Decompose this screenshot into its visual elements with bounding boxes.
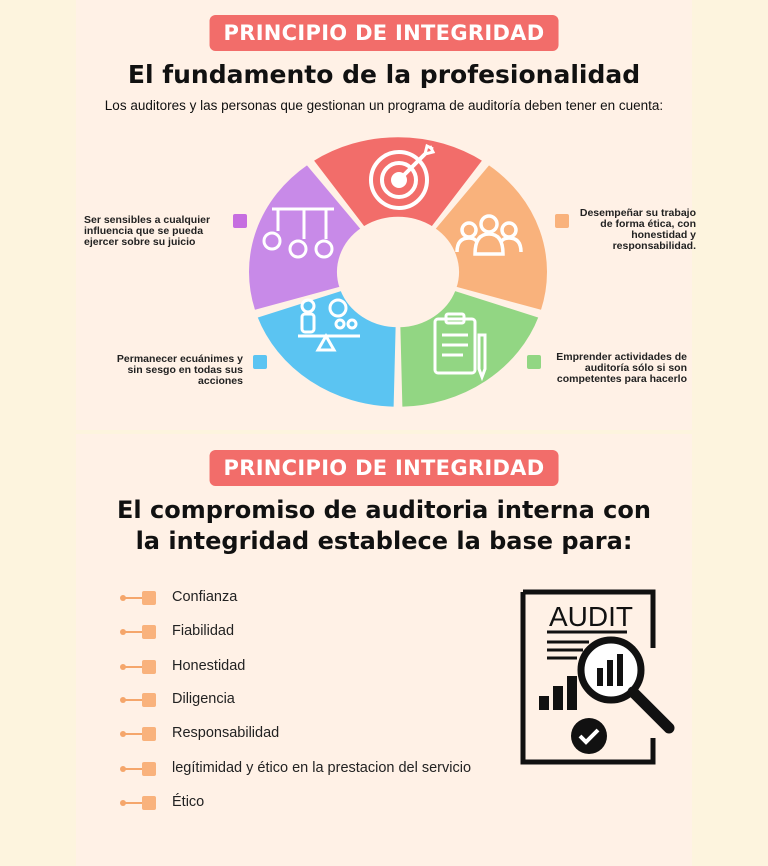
bullet-icon	[120, 591, 160, 605]
legend-square-purple	[233, 214, 247, 228]
section1-subtitle: Los auditores y las personas que gestionan un programa de auditoría deben tener en cuenta:	[104, 98, 664, 113]
legend-square-orange	[555, 214, 569, 228]
donut-segment-bottom-right	[399, 290, 539, 408]
section2-banner: PRINCIPIO DE INTEGRIDAD	[210, 450, 559, 486]
legend-square-green	[527, 355, 541, 369]
audit-document-icon	[519, 588, 687, 766]
bullet-icon	[120, 762, 160, 776]
section2-title-line2: la integridad establece la base para:	[135, 527, 633, 555]
section2-title	[0, 495, 768, 557]
label-competence: Emprender actividades de auditoría sólo si son competentes para hacerlo	[556, 351, 687, 385]
section2-title-line1: El compromiso de auditoria interna con	[117, 496, 651, 524]
label-ethics: Desempeñar su trabajo de forma ética, con honestidad y responsabilidad.	[579, 207, 696, 252]
label-impartial: Permanecer ecuánimes y sin sesgo en todas sus acciones	[116, 353, 243, 387]
section1-banner: PRINCIPIO DE INTEGRIDAD	[210, 15, 559, 51]
label-influence: Ser sensibles a cualquier influencia que se pueda ejercer sobre su juicio	[84, 214, 211, 248]
bullet-icon	[120, 625, 160, 639]
bullet-icon	[120, 693, 160, 707]
audit-label: AUDIT	[549, 601, 633, 632]
section1-title: El fundamento de la profesionalidad	[127, 60, 641, 89]
bullet-icon	[120, 727, 160, 741]
legend-square-blue	[253, 355, 267, 369]
bullet-icon	[120, 660, 160, 674]
bullet-icon	[120, 796, 160, 810]
